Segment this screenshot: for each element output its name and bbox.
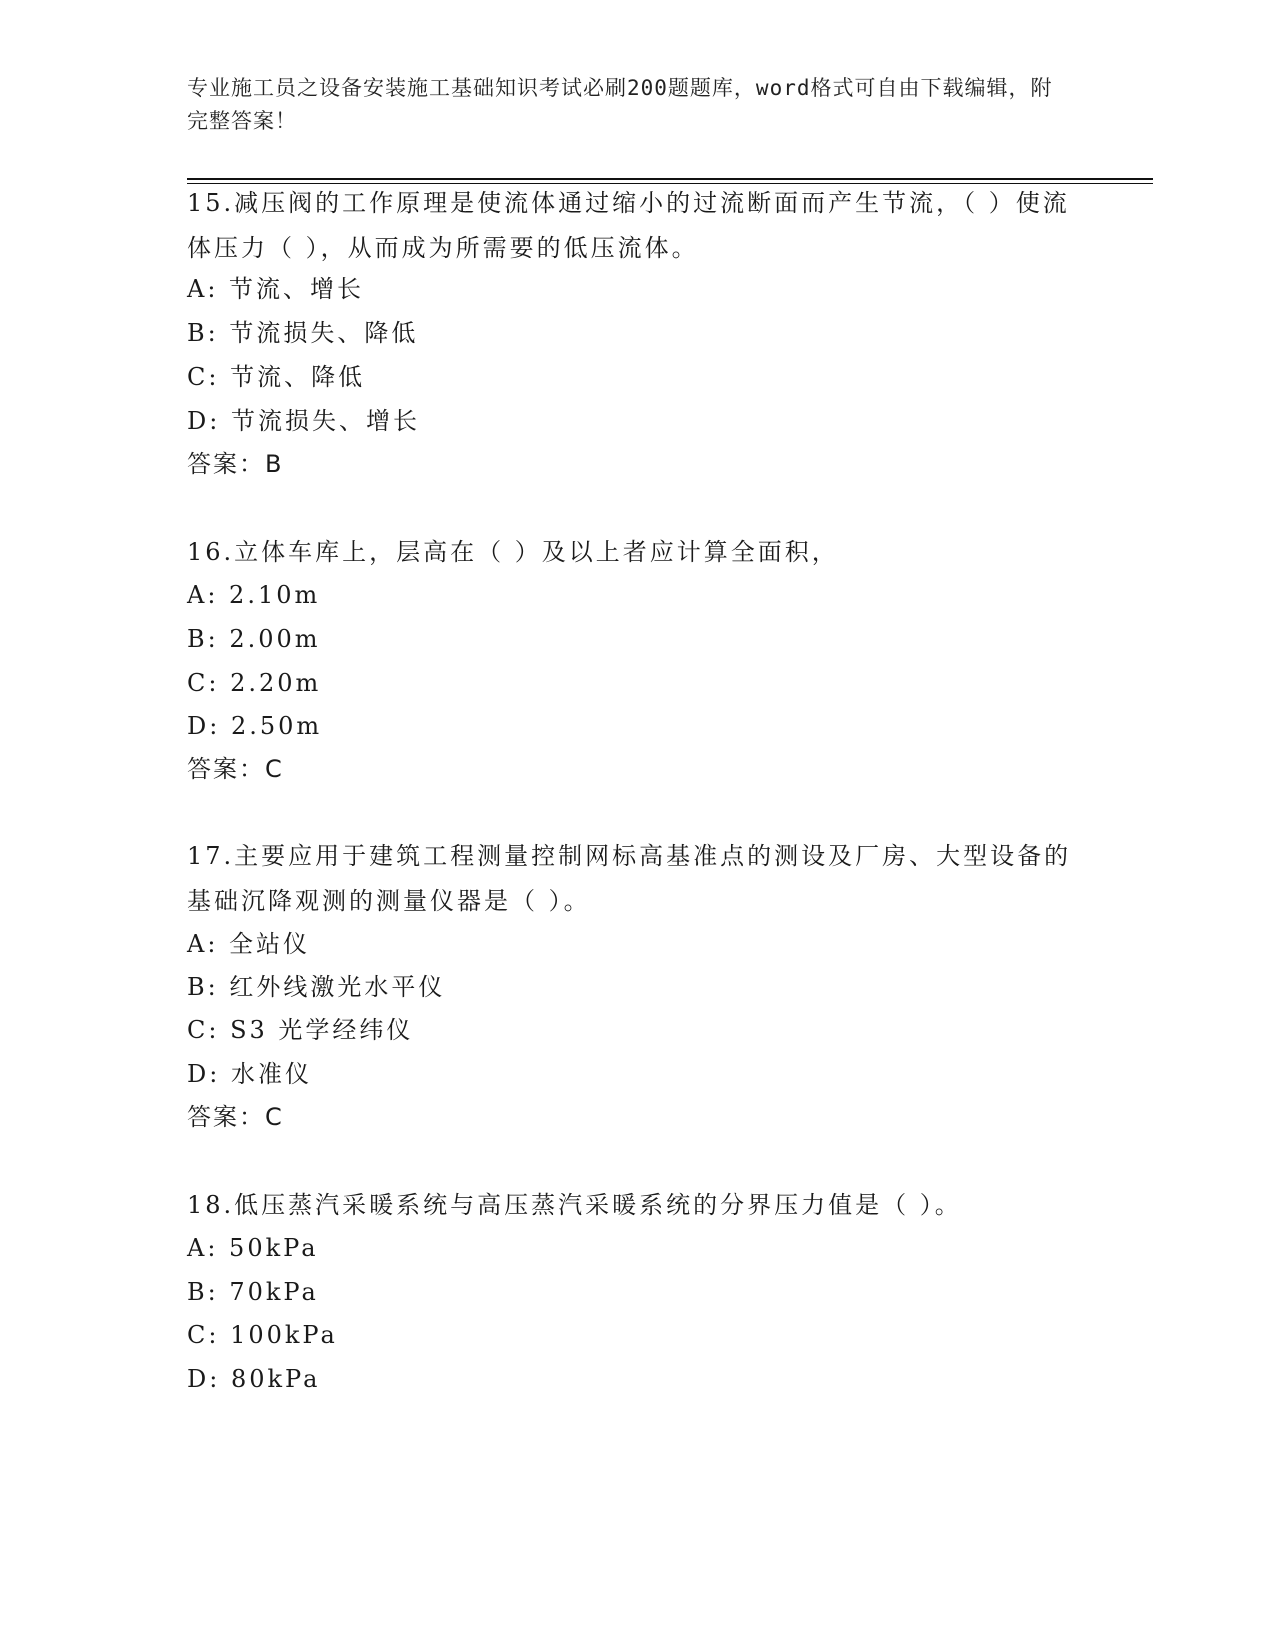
question-15-option-b: B: 节流损失、降低 [187,319,419,347]
question-16-option-c: C: 2.20m [187,669,322,697]
question-15-option-d: D: 节流损失、增长 [187,407,420,435]
question-16-option-d: D: 2.50m [187,712,323,740]
question-16-text: 16.立体车库上，层高在（ ）及以上者应计算全面积， [187,538,839,566]
question-17-option-a: A: 全站仪 [187,930,311,958]
question-17-option-d: D: 水准仪 [187,1060,312,1088]
question-17-text: 17.主要应用于建筑工程测量控制网标高基准点的测设及厂房、大型设备的基础沉降观测的测量仪器是（ ）。 [187,842,1072,915]
question-18-text: 18.低压蒸汽采暖系统与高压蒸汽采暖系统的分界压力值是（ ）。 [187,1191,962,1219]
question-18-option-a: A: 50kPa [187,1234,319,1262]
question-15-answer: 答案：B [187,450,284,478]
document-title: 专业施工员之设备安装施工基础知识考试必刷200题题库，word格式可自由下载编辑，附完整答案！ [187,76,1053,133]
question-17-answer: 答案：C [187,1103,284,1131]
question-16-option-b: B: 2.00m [187,625,321,653]
question-15-option-c: C: 节流、降低 [187,363,366,391]
question-18-option-c: C: 100kPa [187,1321,338,1349]
question-18-option-d: D: 80kPa [187,1365,321,1393]
header-divider-thick [187,178,1153,180]
question-17-option-b: B: 红外线激光水平仪 [187,973,446,1001]
question-15-option-a: A: 节流、增长 [187,275,365,303]
question-16-option-a: A: 2.10m [187,581,321,609]
question-18-option-b: B: 70kPa [187,1278,319,1306]
question-17-option-c: C: S3 光学经纬仪 [187,1016,414,1044]
question-15-text: 15.减压阀的工作原理是使流体通过缩小的过流断面而产生节流，（ ）使流体压力（ ），从而成为所需要的低压流体。 [187,189,1070,262]
question-16-answer: 答案：C [187,755,284,783]
